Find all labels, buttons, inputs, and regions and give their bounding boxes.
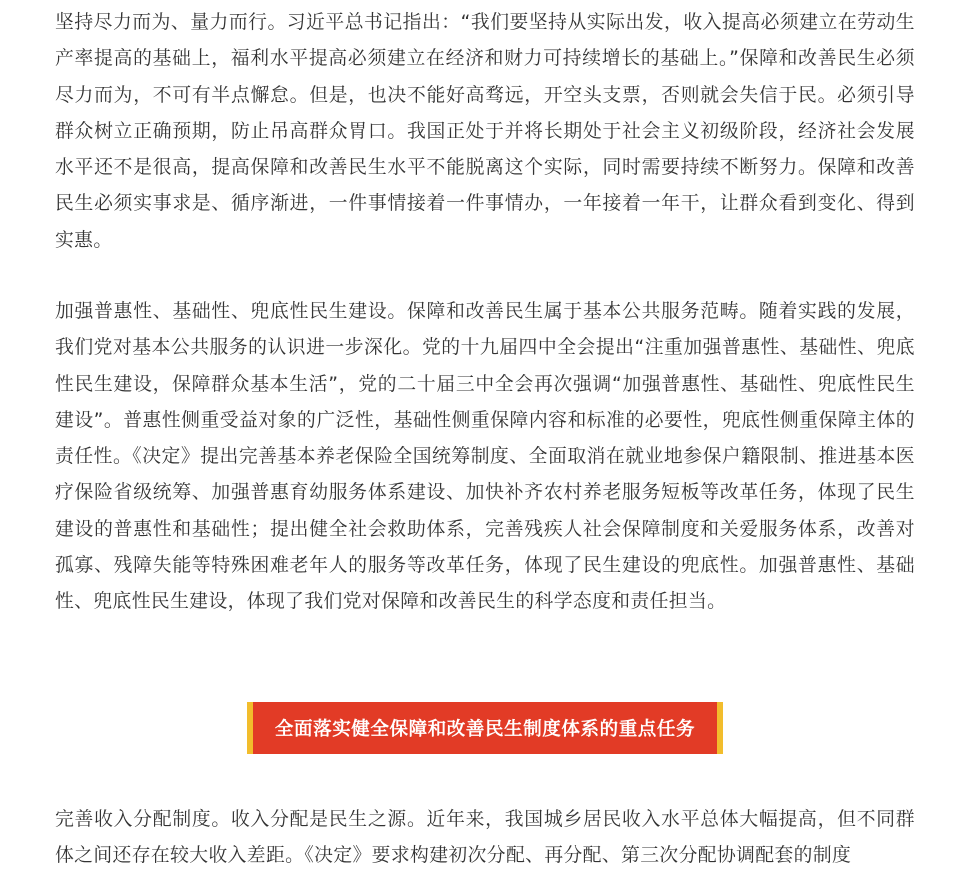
section-heading-banner [247,702,723,754]
section-heading-container [55,702,915,754]
article-paragraph: 完善收入分配制度。收入分配是民生之源。近年来，我国城乡居民收入水平总体大幅提高，但不同群体之间还存在较大收入差距。《决定》要求构建初次分配、再分配、第三次分配协调配套的制度 [55,809,915,867]
heading-accent-bar-left [247,702,253,754]
article-paragraph: 坚持尽力而为、量力而行。习近平总书记指出：“我们要坚持从实际出发，收入提高必须建立在劳动生产率提高的基础上，福利水平提高必须建立在经济和财力可持续增长的基础上。”保障和改善民生必须尽力而为，不可有半点懈怠。但是，也决不能好高骛远，开空头支票，否则就会失信于民。必须引导群众树立正确预期，防止吊高群众胃口。我国正处于并将长期处于社会主义初级阶段，经济社会发展水平还不是很高，提高保障和改善民生水平不能脱离这个实际，同时需要持续不断努力。保障和改善民生必须实事求是、循序渐进，一件事情接着一件事情办，一年接着一年干，让群众看到变化、得到实惠。 [55,12,915,251]
section-heading: 全面落实健全保障和改善民生制度体系的重点任务 [274,719,696,740]
heading-accent-bar-right [717,702,723,754]
article-paragraph: 加强普惠性、基础性、兜底性民生建设。保障和改善民生属于基本公共服务范畴。随着实践的发展，我们党对基本公共服务的认识进一步深化。党的十九届四中全会提出“注重加强普惠性、基础性、兜底性民生建设，保障群众基本生活”，党的二十届三中全会再次强调“加强普惠性、基础性、兜底性民生建设”。普惠性侧重受益对象的广泛性，基础性侧重保障内容和标准的必要性，兜底性侧重保障主体的责任性。《决定》提出完善基本养老保险全国统筹制度、全面取消在就业地参保户籍限制、推进基本医疗保险省级统筹、加强普惠育幼服务体系建设、加快补齐农村养老服务短板等改革任务，体现了民生建设的普惠性和基础性；提出健全社会救助体系，完善残疾人社会保障制度和关爱服务体系，改善对孤寡、残障失能等特殊困难老年人的服务等改革任务，体现了民生建设的兜底性。加强普惠性、基础性、兜底性民生建设，体现了我们党对保障和改善民生的科学态度和责任担当。 [55,301,915,613]
